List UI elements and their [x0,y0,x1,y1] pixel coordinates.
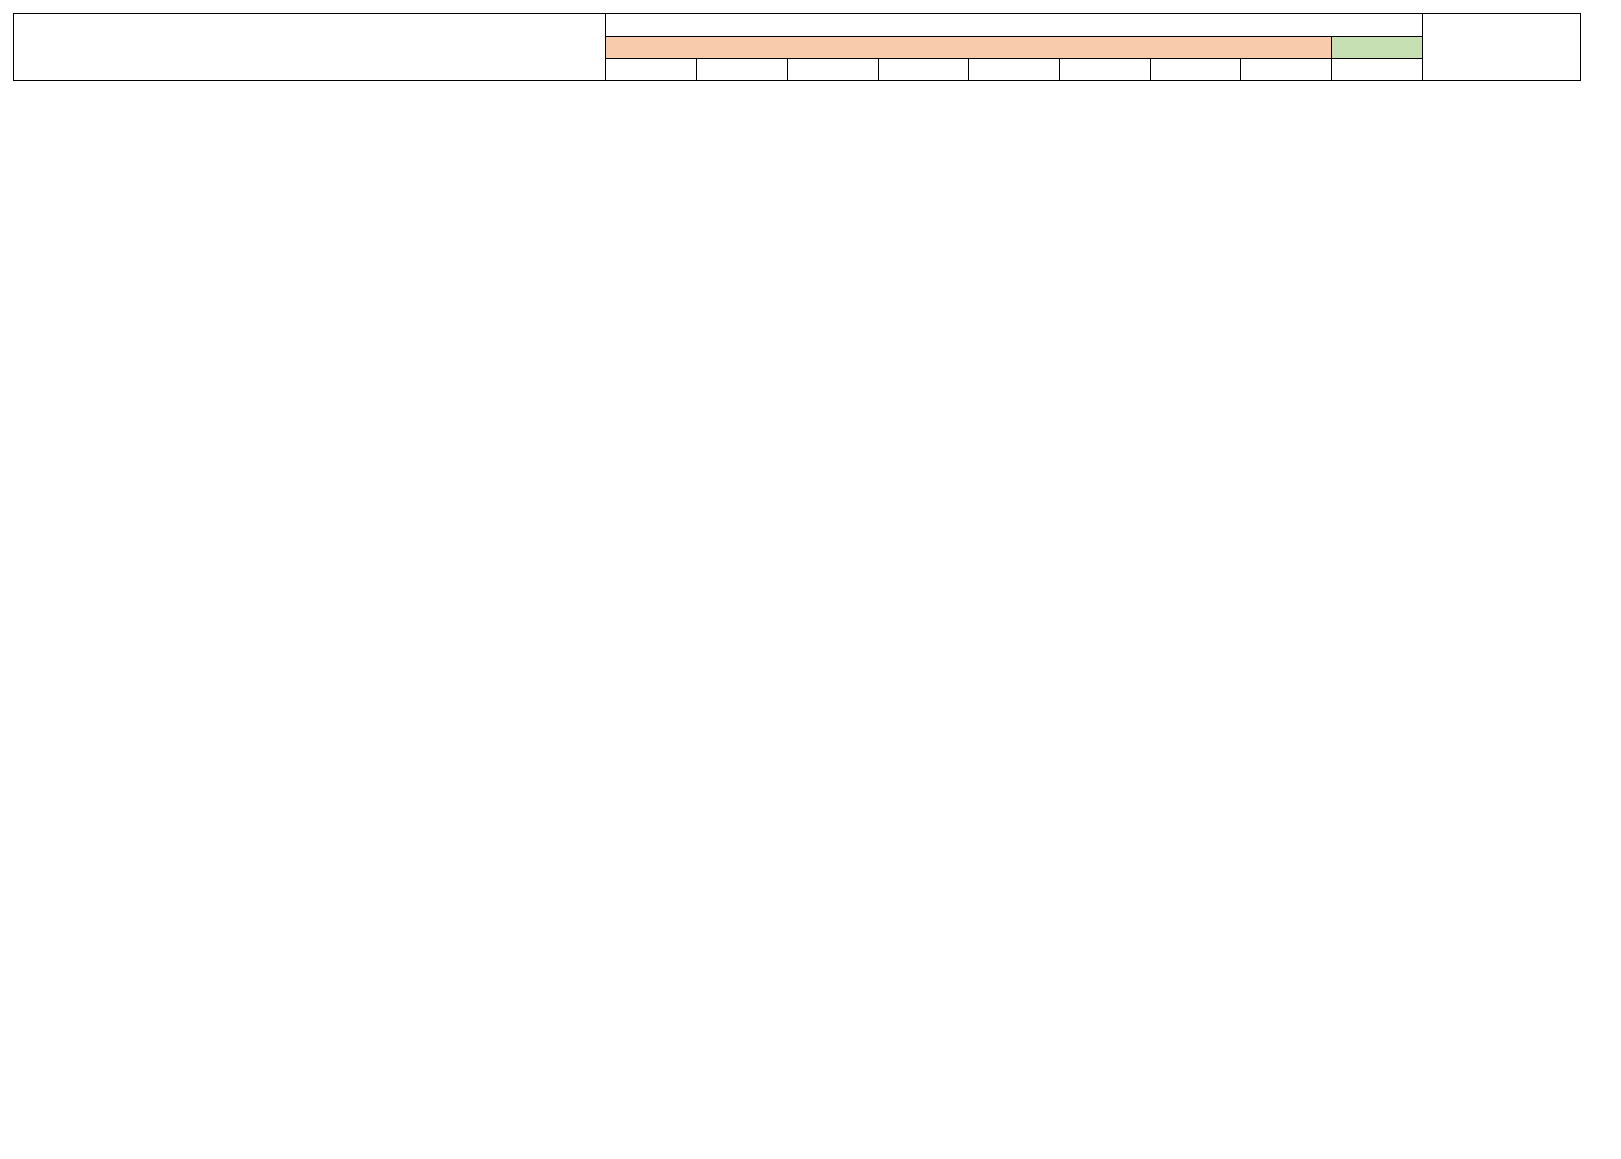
responsibility-table [13,13,1581,199]
assist-blank [606,59,697,81]
level1-agency-header [606,37,1332,59]
assist-label-f [787,59,878,81]
assist-blank [878,59,969,81]
assist-blank [1332,59,1423,81]
fu-header [1332,37,1423,59]
assist-blank [697,59,788,81]
assist-label-c [1059,59,1150,81]
assist-label-d [969,59,1060,81]
header-blank-right [1422,14,1580,81]
assist-blank [1241,59,1332,81]
assist-label-b [1150,59,1241,81]
header-blank [606,14,1423,37]
table-title [14,14,606,81]
